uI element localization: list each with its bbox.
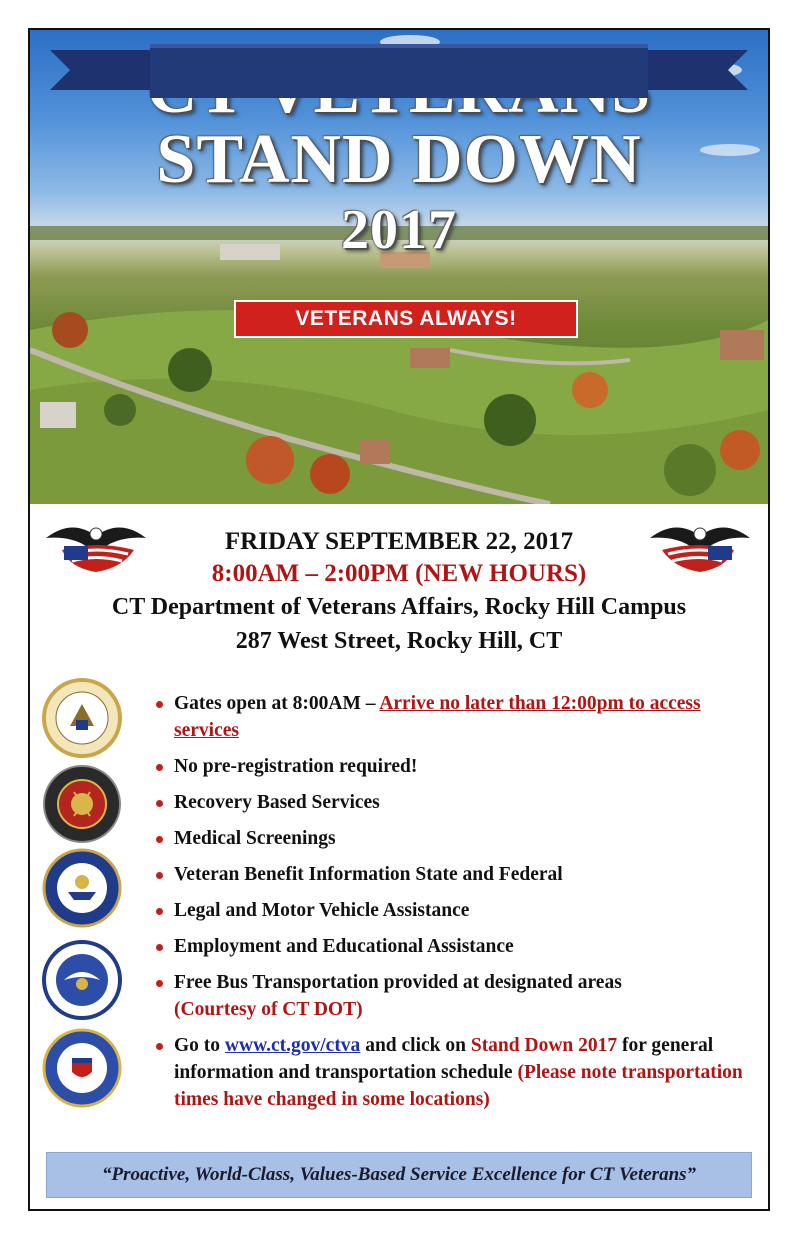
marine-corps-seal-icon <box>42 764 122 844</box>
event-location: CT Department of Veterans Affairs, Rocky Hill Campus <box>111 594 687 620</box>
hero-banner <box>30 30 768 504</box>
ribbon-slogan: VETERANS ALWAYS! <box>234 300 578 338</box>
event-address: 287 West Street, Rocky Hill, CT <box>235 628 563 654</box>
list-item: Veteran Benefit Information State and Federal <box>154 861 754 888</box>
title-year: 2017 <box>341 199 457 261</box>
stand-down-label: Stand Down 2017 <box>470 1035 618 1056</box>
air-force-seal-icon <box>42 940 122 1020</box>
list-item: Free Bus Transportation provided at designated areas (Courtesy of CT DOT) <box>154 969 754 1023</box>
coast-guard-seal-icon <box>42 1028 122 1108</box>
ribbon-banner <box>30 30 768 110</box>
event-date: FRIDAY SEPTEMBER 22, 2017 <box>224 528 574 555</box>
title-line-2: STAND DOWN <box>156 121 642 198</box>
arrival-deadline-link[interactable]: Arrive no later than 12:00pm to access services <box>174 693 701 741</box>
services-list <box>154 690 754 1122</box>
army-seal-icon <box>42 678 122 758</box>
flyer <box>28 28 770 1211</box>
list-item: Recovery Based Services <box>154 789 754 816</box>
transportation-note: (Please note transportation times have changed in some locations) <box>174 1062 743 1110</box>
list-item: Go to www.ct.gov/ctva and click on Stand Down 2017 for general information and transportation schedule (Please note transportation times have changed in some locations) <box>154 1032 754 1113</box>
list-item: Gates open at 8:00AM – Arrive no later than 12:00pm to access services <box>154 690 754 744</box>
navy-seal-icon <box>42 848 122 928</box>
list-item: Medical Screenings <box>154 825 754 852</box>
ctva-website-link[interactable]: www.ct.gov/ctva <box>224 1035 361 1056</box>
courtesy-note: (Courtesy of CT DOT) <box>174 999 363 1020</box>
event-hours: 8:00AM – 2:00PM (NEW HOURS) <box>211 560 587 587</box>
list-item: Employment and Educational Assistance <box>154 933 754 960</box>
list-item: No pre-registration required! <box>154 753 754 780</box>
footer-motto: “Proactive, World-Class, Values-Based Service Excellence for CT Veterans” <box>46 1152 752 1198</box>
list-item: Legal and Motor Vehicle Assistance <box>154 897 754 924</box>
